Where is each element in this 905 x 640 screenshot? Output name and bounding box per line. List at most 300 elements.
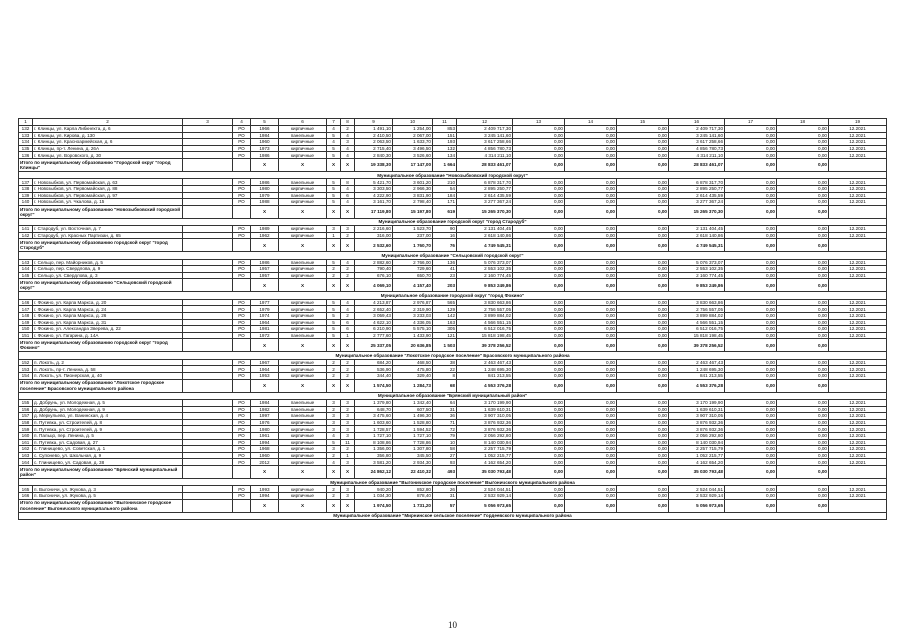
table-cell: 22 — [433, 366, 457, 373]
subtotal-cell: 15 265 370,30 — [669, 205, 725, 218]
table-cell: 1984 — [251, 132, 279, 139]
subtotal-label: Итого по муниципальному образованию городской округ "город Фокино" — [19, 339, 183, 352]
subtotal-cell: Х — [251, 465, 279, 478]
table-cell: 12.2021 — [829, 266, 887, 273]
subtotal-cell: 0,00 — [513, 379, 565, 392]
table-cell: г. Клинцы, ул. Красноармейская, д. 6 — [33, 139, 183, 146]
table-cell: 0,00 — [725, 419, 777, 426]
table-cell: 1 491,10 — [355, 126, 393, 133]
subtotal-cell: 57 — [433, 499, 457, 512]
table-cell: 2 463 467,43 — [457, 359, 513, 366]
table-cell: 1980 — [251, 426, 279, 433]
table-cell: 3 — [327, 419, 341, 426]
table-cell: 12.2021 — [829, 406, 887, 413]
table-cell: 2 463 467,43 — [669, 359, 725, 366]
table-cell: 8 108,86 — [355, 439, 393, 446]
table-cell: 607,50 — [393, 406, 433, 413]
table-cell: 2 976,87 — [393, 299, 433, 306]
table-cell: РО — [233, 373, 251, 380]
table-cell: 3 — [327, 226, 341, 233]
table-cell — [183, 192, 233, 199]
subtotal-label: Итого по муниципальному образованию "Городской округ "город Клинцы" — [19, 158, 183, 171]
table-cell: г. Стародуб, ул. Красных Партизан, д. 65 — [33, 232, 183, 239]
table-cell: 0,00 — [777, 486, 829, 493]
table-cell: 0,00 — [565, 299, 617, 306]
table-cell: РО — [233, 332, 251, 339]
subtotal-cell: 4 749 545,31 — [457, 239, 513, 252]
table-cell: 12.2021 — [829, 132, 887, 139]
table-cell: 2 798,40 — [393, 199, 433, 206]
table-cell: 0,00 — [777, 126, 829, 133]
table-cell: 3 — [327, 400, 341, 407]
subtotal-cell: 0,00 — [725, 499, 777, 512]
table-cell: 0,00 — [513, 299, 565, 306]
table-cell: 41 — [433, 266, 457, 273]
table-cell: 79 — [433, 432, 457, 439]
table-cell: 0,00 — [777, 432, 829, 439]
table-cell: 0,00 — [617, 152, 669, 159]
table-cell: 0,00 — [725, 413, 777, 420]
table-cell — [183, 452, 233, 459]
table-cell — [183, 332, 233, 339]
subtotal-cell: 0,00 — [565, 465, 617, 478]
table-cell: 0,00 — [777, 459, 829, 466]
table-cell: 237,00 — [393, 232, 433, 239]
table-cell: 0,00 — [565, 359, 617, 366]
table-cell: кирпичные — [279, 139, 327, 146]
table-cell: 1 034,30 — [355, 492, 393, 499]
subtotal-cell: Х — [341, 465, 355, 478]
table-cell: 8 — [433, 373, 457, 380]
table-cell: 38 — [433, 359, 457, 366]
table-cell: 0,00 — [565, 406, 617, 413]
table-cell: 12.2021 — [829, 426, 887, 433]
table-cell: 166 — [19, 492, 33, 499]
table-cell: 135 — [19, 145, 33, 152]
table-cell: 1 379,80 — [355, 400, 393, 407]
table-cell: 138 — [19, 185, 33, 192]
table-cell: 5 — [327, 306, 341, 313]
table-cell — [183, 299, 233, 306]
table-cell: 2 934,30 — [393, 459, 433, 466]
table-cell: 1982 — [251, 406, 279, 413]
table-cell: 6 878 317,70 — [669, 179, 725, 186]
table-cell: с. Глинищево, ул. Садовая, д. 38 — [33, 459, 183, 466]
table-cell: 0,00 — [513, 459, 565, 466]
table-cell: 0,00 — [777, 185, 829, 192]
table-cell: 0,00 — [565, 459, 617, 466]
table-cell: 2 — [327, 266, 341, 273]
header-cell: 6 — [279, 119, 327, 126]
table-cell: кирпичные — [279, 326, 327, 333]
subtotal-cell: 22 410,32 — [393, 465, 433, 478]
subtotal-cell: 4 749 545,31 — [669, 239, 725, 252]
subtotal-cell: 0,00 — [513, 239, 565, 252]
table-cell: 137 — [19, 179, 33, 186]
section-title-row — [19, 392, 887, 399]
subtotal-cell: Х — [279, 465, 327, 478]
table-cell: 0,00 — [565, 232, 617, 239]
table-cell: РО — [233, 306, 251, 313]
table-cell: 2 409 717,30 — [457, 126, 513, 133]
section-title: Муниципальное образование "Брянский муниципальный район" — [19, 392, 887, 399]
table-cell: 148 — [19, 313, 33, 320]
table-cell: 0,00 — [725, 359, 777, 366]
table-cell: 0,00 — [565, 152, 617, 159]
table-cell: 1986 — [251, 179, 279, 186]
table-row — [19, 366, 887, 373]
table-cell: кирпичные — [279, 185, 327, 192]
table-cell: 0,00 — [617, 319, 669, 326]
table-cell: 4 — [327, 432, 341, 439]
subtotal-cell: Х — [251, 279, 279, 292]
subtotal-cell: 0,00 — [513, 279, 565, 292]
table-cell: 0,00 — [513, 226, 565, 233]
subtotal-cell: Х — [341, 239, 355, 252]
table-row — [19, 266, 887, 273]
table-cell: 0,00 — [565, 266, 617, 273]
table-cell: 0,00 — [513, 132, 565, 139]
table-cell: 0,00 — [513, 406, 565, 413]
table-cell: г. Сельцо, ул. Свердлова, д. 3 — [33, 272, 183, 279]
table-cell: 1 728,57 — [355, 426, 393, 433]
table-cell: РО — [233, 313, 251, 320]
table-cell: 0,00 — [617, 446, 669, 453]
table-cell: 650,70 — [393, 272, 433, 279]
section-title-row — [19, 352, 887, 359]
subtotal-cell: 35 030 793,48 — [669, 465, 725, 478]
table-cell: РО — [233, 459, 251, 466]
subtotal-cell: 0,00 — [725, 465, 777, 478]
table-cell: 2 532 929,14 — [457, 492, 513, 499]
subtotal-cell — [233, 239, 251, 252]
table-cell: 6 512 016,75 — [669, 326, 725, 333]
table-cell: 0,00 — [513, 446, 565, 453]
subtotal-cell: Х — [327, 465, 341, 478]
table-cell: 3 617 258,66 — [669, 139, 725, 146]
table-cell: 0,00 — [617, 439, 669, 446]
table-cell: п. Пальцо, пер. Ленина, д. 5 — [33, 432, 183, 439]
table-cell — [183, 426, 233, 433]
table-cell: 0,00 — [617, 366, 669, 373]
table-cell: 72 — [433, 426, 457, 433]
table-cell: 4 — [341, 152, 355, 159]
header-cell: 2 — [33, 119, 183, 126]
subtotal-cell: 1 284,73 — [393, 379, 433, 392]
subtotal-cell: Х — [251, 158, 279, 171]
table-cell: 158 — [19, 419, 33, 426]
table-cell: 6 — [341, 326, 355, 333]
table-cell: 2 618 140,86 — [457, 232, 513, 239]
table-cell: 2 056 292,80 — [669, 432, 725, 439]
table-cell: 2012 — [251, 459, 279, 466]
subtotal-cell: 76 — [433, 239, 457, 252]
table-cell: 4 — [341, 185, 355, 192]
table-cell: 5 — [327, 152, 341, 159]
table-cell: 12.2021 — [829, 185, 887, 192]
subtotal-cell: 0,00 — [565, 379, 617, 392]
table-cell: 0,00 — [617, 326, 669, 333]
table-cell: 1 433,90 — [393, 332, 433, 339]
table-cell: 0,00 — [777, 299, 829, 306]
table-cell: г. Новозыбков, ул. Первомайская, д. 88 — [33, 185, 183, 192]
table-cell: 0,00 — [777, 359, 829, 366]
table-cell: 3 — [327, 426, 341, 433]
table-cell — [183, 185, 233, 192]
subtotal-cell: 0,00 — [617, 339, 669, 352]
table-cell: РО — [233, 272, 251, 279]
table-cell: 0,00 — [565, 400, 617, 407]
table-cell: 0,00 — [513, 419, 565, 426]
subtotal-cell: Х — [251, 379, 279, 392]
table-cell: 12.2021 — [829, 459, 887, 466]
table-cell: 12.2021 — [829, 299, 887, 306]
table-cell: п. Путевка, ул. Строителей, д. 9 — [33, 426, 183, 433]
table-cell: 2 216,60 — [355, 226, 393, 233]
table-cell: 0,00 — [725, 426, 777, 433]
subtotal-cell: 15 197,80 — [393, 205, 433, 218]
table-cell: 3 — [341, 400, 355, 407]
subtotal-row — [19, 499, 887, 512]
table-cell: г. Фокино, ул. Карла Маркса, д. 20 — [33, 299, 183, 306]
table-cell: 3 161,70 — [355, 199, 393, 206]
subtotal-cell: Х — [279, 158, 327, 171]
table-cell: 853 — [433, 126, 457, 133]
table-cell: 164 — [19, 459, 33, 466]
table-cell: 1 633,70 — [393, 139, 433, 146]
table-cell: 1 — [341, 332, 355, 339]
table-cell: 1957 — [251, 272, 279, 279]
subtotal-cell: 0,00 — [725, 279, 777, 292]
table-cell: кирпичные — [279, 306, 327, 313]
subtotal-cell: Х — [251, 239, 279, 252]
table-cell: 0,00 — [617, 373, 669, 380]
table-cell: 157 — [19, 413, 33, 420]
table-cell: 1961 — [251, 432, 279, 439]
table-cell: 0,00 — [565, 452, 617, 459]
table-cell: кирпичные — [279, 266, 327, 273]
table-cell: 12.2021 — [829, 179, 887, 186]
table-cell: 0,00 — [777, 400, 829, 407]
table-cell: 8 140 030,94 — [669, 439, 725, 446]
table-cell: панельные — [279, 400, 327, 407]
subtotal-cell: 0,00 — [617, 158, 669, 171]
table-cell: д. Добрунь, ул. Молодежная, д. 5 — [33, 400, 183, 407]
table-cell: 3 — [341, 432, 355, 439]
subtotal-cell — [829, 239, 887, 252]
table-cell: 0,00 — [725, 406, 777, 413]
subtotal-cell: 17 119,80 — [355, 205, 393, 218]
table-cell: РО — [233, 486, 251, 493]
table-cell: 0,00 — [617, 432, 669, 439]
table-cell: 0,00 — [513, 272, 565, 279]
table-cell: 0,00 — [513, 432, 565, 439]
table-cell: 0,00 — [513, 199, 565, 206]
table-cell: 0,00 — [513, 126, 565, 133]
table-cell: 0,00 — [777, 373, 829, 380]
table-cell: 3 — [341, 226, 355, 233]
subtotal-cell: 4 157,40 — [393, 279, 433, 292]
table-cell: 2 — [341, 446, 355, 453]
table-cell: 0,00 — [565, 326, 617, 333]
table-cell: 3 245 141,60 — [669, 132, 725, 139]
table-cell: 12.2021 — [829, 419, 887, 426]
table-cell: РО — [233, 452, 251, 459]
table-cell: 12.2021 — [829, 272, 887, 279]
table-cell: 0,00 — [617, 232, 669, 239]
subtotal-cell: 0,00 — [617, 499, 669, 512]
table-cell: кирпичные — [279, 199, 327, 206]
table-cell: 145 — [19, 272, 33, 279]
table-cell: 12.2021 — [829, 400, 887, 407]
subtotal-cell: 619 — [433, 205, 457, 218]
table-cell: 0,00 — [725, 192, 777, 199]
table-cell: 0,00 — [777, 413, 829, 420]
table-cell: 134 — [19, 139, 33, 146]
section-title: Муниципальное образование "Локотское городское поселение" Брасовского муниципального района — [19, 352, 887, 359]
table-cell: 2 056 292,80 — [457, 432, 513, 439]
table-cell: кирпичные — [279, 419, 327, 426]
table-cell: 2 652,40 — [355, 306, 393, 313]
table-cell: п. Путевка, ул. Садовая, д. 27 — [33, 439, 183, 446]
subtotal-cell — [233, 339, 251, 352]
table-cell — [183, 373, 233, 380]
table-cell: 3 581,20 — [355, 459, 393, 466]
table-cell: 12.2021 — [829, 366, 887, 373]
table-cell: 0,00 — [777, 266, 829, 273]
table-row — [19, 486, 887, 493]
table-cell: 2 257 715,79 — [669, 446, 725, 453]
table-cell: 2 — [327, 366, 341, 373]
table-cell: 3 907 310,05 — [669, 413, 725, 420]
table-cell: 2 — [327, 492, 341, 499]
table-cell: 1964 — [251, 366, 279, 373]
table-cell: г. Сельцо, пер. Майорников, д. 5 — [33, 259, 183, 266]
table-cell: 0,00 — [513, 326, 565, 333]
subtotal-cell — [183, 465, 233, 478]
table-row — [19, 432, 887, 439]
table-cell: 0,00 — [617, 126, 669, 133]
table-cell: 3 — [341, 492, 355, 499]
page-number: 10 — [448, 620, 457, 630]
subtotal-cell: Х — [327, 239, 341, 252]
header-cell: 19 — [829, 119, 887, 126]
header-cell: 16 — [669, 119, 725, 126]
table-cell: кирпичные — [279, 432, 327, 439]
subtotal-cell: Х — [341, 279, 355, 292]
subtotal-row — [19, 339, 887, 352]
table-cell — [183, 359, 233, 366]
table-cell: 1966 — [251, 126, 279, 133]
table-cell: г. Клинцы, ул. Кирова, д. 130 — [33, 132, 183, 139]
table-cell: РО — [233, 406, 251, 413]
table-cell: с. Супонево, ул. Школьная, д. 9 — [33, 452, 183, 459]
table-cell: 12.2021 — [829, 373, 887, 380]
table-cell: 0,00 — [777, 332, 829, 339]
table-cell: 2 756 557,05 — [457, 306, 513, 313]
table-cell: 0,00 — [513, 439, 565, 446]
table-cell: 0,00 — [513, 139, 565, 146]
table-cell: 2 — [341, 232, 355, 239]
table-cell: 648,70 — [355, 406, 393, 413]
table-cell: 2 — [341, 373, 355, 380]
subtotal-cell: 0,00 — [777, 158, 829, 171]
subtotal-row — [19, 239, 887, 252]
table-cell: 2 777,60 — [355, 332, 393, 339]
table-cell: 12.2021 — [829, 492, 887, 499]
table-cell: 0,00 — [725, 232, 777, 239]
table-cell: 153 — [19, 366, 33, 373]
subtotal-cell: 0,00 — [513, 205, 565, 218]
table-cell: РО — [233, 426, 251, 433]
table-cell: 146 — [19, 299, 33, 306]
table-row — [19, 192, 887, 199]
subtotal-cell: 28 833 461,07 — [457, 158, 513, 171]
table-cell: 23 — [433, 272, 457, 279]
table-cell: 0,00 — [725, 126, 777, 133]
table-cell: 0,00 — [565, 306, 617, 313]
table-cell: 2 614 435,59 — [669, 192, 725, 199]
subtotal-cell: Х — [327, 205, 341, 218]
table-cell: 31 — [433, 406, 457, 413]
table-cell: 0,00 — [617, 413, 669, 420]
table-cell: 0,00 — [513, 185, 565, 192]
subtotal-row — [19, 205, 887, 218]
table-cell: 1 342,40 — [393, 400, 433, 407]
subtotal-cell: 0,00 — [777, 279, 829, 292]
subtotal-cell — [233, 465, 251, 478]
subtotal-cell: 0,00 — [565, 279, 617, 292]
table-cell: 4 — [341, 259, 355, 266]
table-cell: 0,00 — [617, 199, 669, 206]
table-cell: 134 — [433, 152, 457, 159]
table-cell: 12.2021 — [829, 145, 887, 152]
table-cell: 160 — [19, 432, 33, 439]
table-cell: 0,00 — [513, 366, 565, 373]
table-cell: 1986 — [251, 259, 279, 266]
subtotal-cell — [233, 499, 251, 512]
table-cell: 4 213,87 — [355, 299, 393, 306]
table-cell: 10 — [433, 439, 457, 446]
table-cell: 0,00 — [725, 459, 777, 466]
subtotal-cell: 2 532,60 — [355, 239, 393, 252]
table-cell — [183, 266, 233, 273]
subtotal-cell: 0,00 — [617, 239, 669, 252]
table-cell: 4 — [341, 299, 355, 306]
table-cell: 3 — [327, 446, 341, 453]
table-cell: 0,00 — [565, 139, 617, 146]
table-cell: 1 727,10 — [355, 432, 393, 439]
table-cell: 316,00 — [355, 232, 393, 239]
table-row — [19, 426, 887, 433]
subtotal-cell: 19 338,30 — [355, 158, 393, 171]
table-cell: 1 052 215,77 — [669, 452, 725, 459]
table-cell: г. Новозыбков, ул. Первомайская, д. 97 — [33, 192, 183, 199]
subtotal-cell — [829, 205, 887, 218]
table-cell: 71 — [433, 419, 457, 426]
table-cell: 5 — [327, 192, 341, 199]
subtotal-cell — [829, 339, 887, 352]
table-cell: 12.2021 — [829, 326, 887, 333]
subtotal-cell: 0,00 — [617, 465, 669, 478]
subtotal-cell: Х — [251, 205, 279, 218]
subtotal-label: Итого по муниципальному образованию "Брянский муниципальный район" — [19, 465, 183, 478]
table-cell: РО — [233, 179, 251, 186]
table-cell: 1 052 215,77 — [457, 452, 513, 459]
table-cell: 0,00 — [617, 400, 669, 407]
table-cell: 2 160 774,45 — [457, 272, 513, 279]
table-cell: РО — [233, 232, 251, 239]
